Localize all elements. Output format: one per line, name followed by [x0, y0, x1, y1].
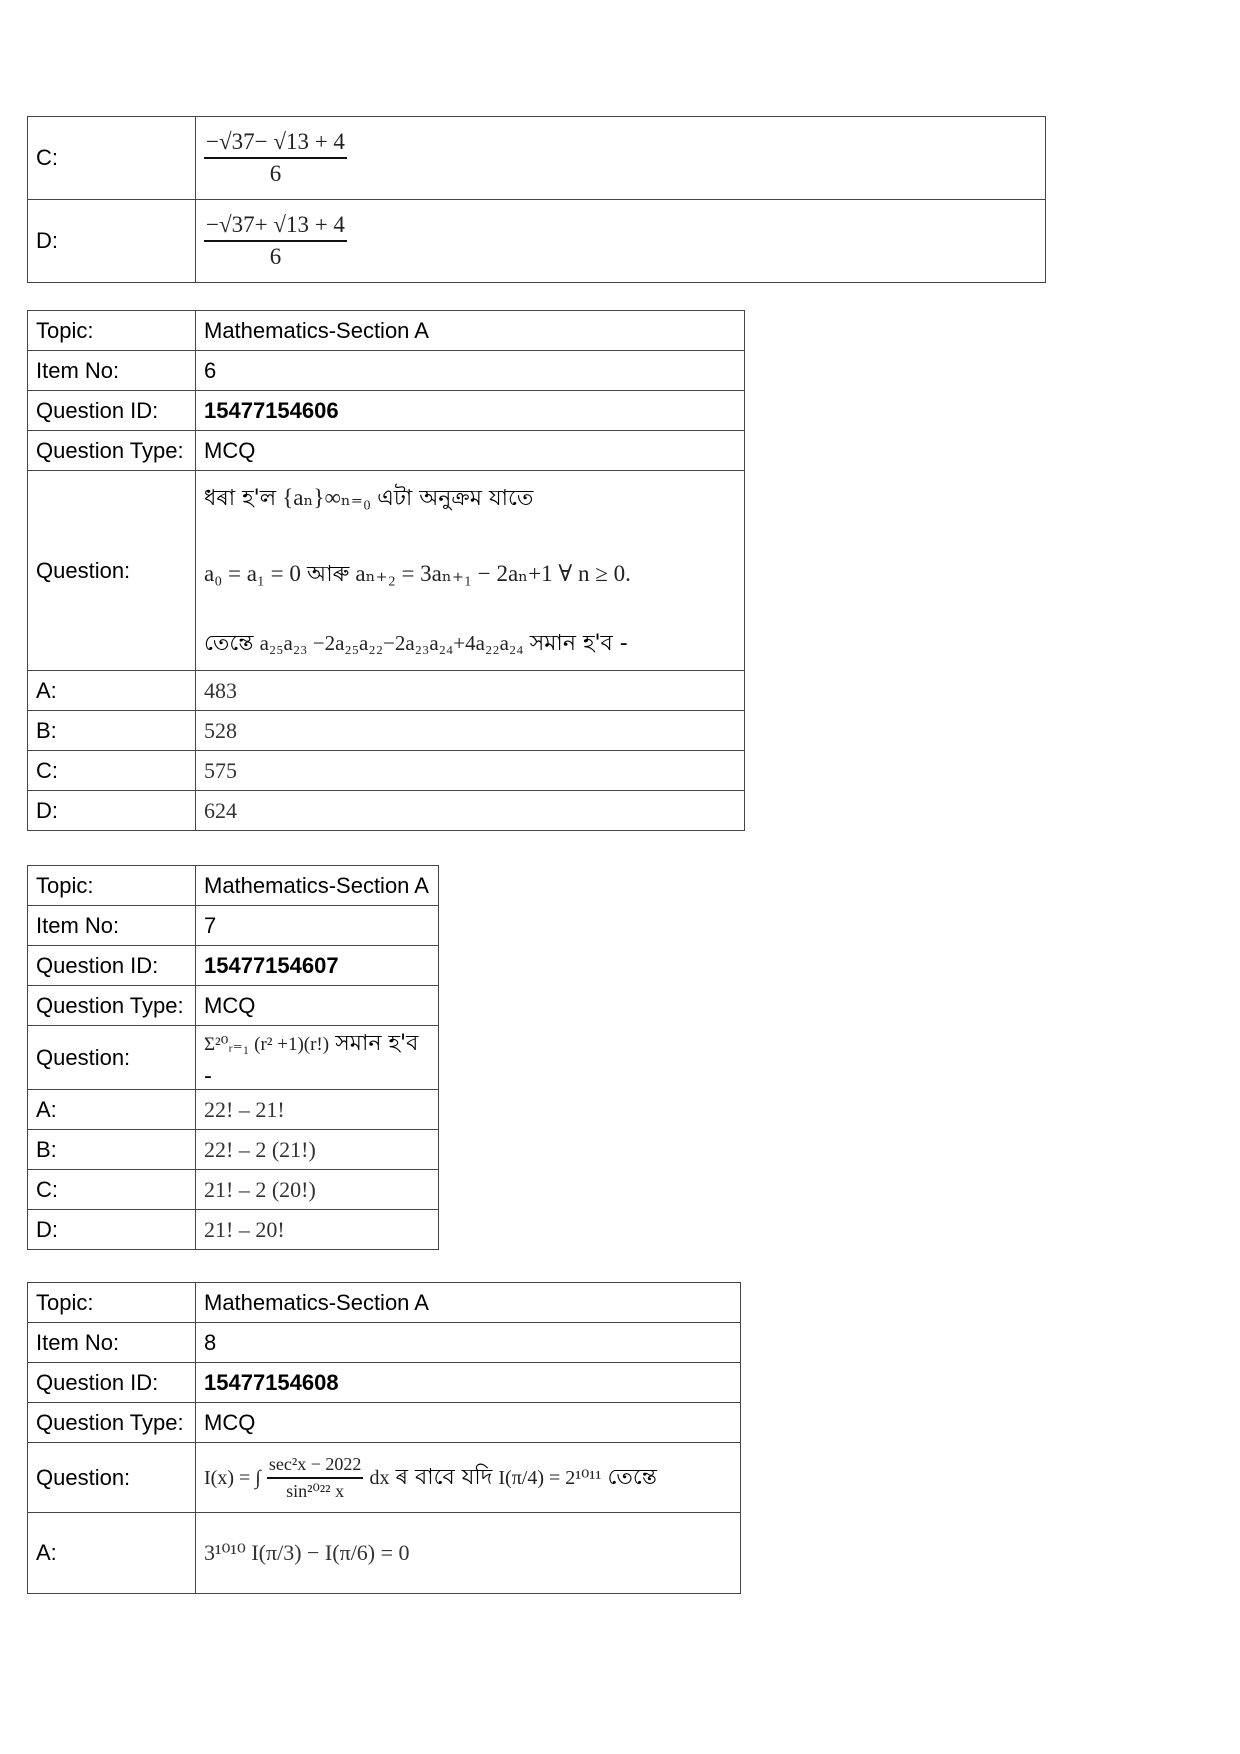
row-question [28, 1026, 439, 1090]
row-topic [28, 1283, 741, 1323]
option-value-b: 22! – 2 (21!) [196, 1130, 439, 1170]
row-item-no [28, 1323, 741, 1363]
question-line-3 [204, 629, 736, 658]
fraction [267, 1454, 364, 1502]
value-question [196, 1026, 439, 1090]
option-value-c: 21! – 2 (20!) [196, 1170, 439, 1210]
label-question-id: Question ID: [28, 1363, 196, 1403]
value-question-type: MCQ [196, 431, 745, 471]
label-item-no: Item No: [28, 351, 196, 391]
option-label-c: C: [28, 1170, 196, 1210]
option-row-d [28, 1210, 439, 1250]
label-question-id: Question ID: [28, 391, 196, 431]
question-table-8 [27, 1282, 741, 1594]
question-line-2 [204, 560, 736, 589]
label-question-id: Question ID: [28, 946, 196, 986]
option-row-c [28, 751, 745, 791]
row-question-type [28, 986, 439, 1026]
question-text: এটা অনুক্ৰম যাতে [377, 485, 534, 511]
row-question-id [28, 1363, 741, 1403]
value-question-id: 15477154606 [196, 391, 745, 431]
option-row-b [28, 1130, 439, 1170]
question-math: Σ²⁰ᵣ₌₁ (r² +1)(r!) [204, 1034, 330, 1055]
question-table-6 [27, 310, 745, 831]
value-topic: Mathematics-Section A [196, 1283, 741, 1323]
option-label-d: D: [28, 791, 196, 831]
fraction-denominator: sin²⁰²² x [286, 1480, 345, 1501]
option-row-c [28, 1170, 439, 1210]
row-question [28, 1443, 741, 1513]
question-text: সমান হ'ব - [204, 1031, 419, 1089]
question-text: আৰু [307, 562, 350, 588]
row-question [28, 471, 745, 671]
question-math: a₀ = a₁ = 0 [204, 561, 301, 587]
option-label-c: C: [28, 117, 196, 200]
option-label-a: A: [28, 1513, 196, 1594]
option-label-d: D: [28, 200, 196, 283]
value-item-no: 6 [196, 351, 745, 391]
label-question: Question: [28, 471, 196, 671]
option-row-a [28, 1090, 439, 1130]
option-label-a: A: [28, 1090, 196, 1130]
option-value-d: 21! – 20! [196, 1210, 439, 1250]
value-question-type: MCQ [196, 986, 439, 1026]
question-math: I(π/4) = 2¹⁰¹¹ [498, 1466, 602, 1489]
row-topic [28, 311, 745, 351]
fraction-numerator: −√37+ √13 + 4 [204, 212, 347, 242]
row-item-no [28, 351, 745, 391]
question-math: a₂₅a₂₃ −2a₂₅a₂₂−2a₂₃a₂₄+4a₂₂a₂₄ [259, 631, 524, 655]
question-math: dx [369, 1466, 390, 1489]
option-label-d: D: [28, 1210, 196, 1250]
value-question [196, 1443, 741, 1513]
row-topic [28, 866, 439, 906]
option-label-b: B: [28, 1130, 196, 1170]
option-value-d [196, 200, 1046, 283]
value-question-id: 15477154608 [196, 1363, 741, 1403]
fraction [204, 129, 347, 187]
question-line-1 [204, 484, 736, 513]
option-label-c: C: [28, 751, 196, 791]
option-label-b: B: [28, 711, 196, 751]
fraction-denominator: 6 [269, 161, 282, 186]
options-table-continued [27, 116, 1046, 283]
option-row-c [28, 117, 1046, 200]
value-question [196, 471, 745, 671]
label-question-type: Question Type: [28, 1403, 196, 1443]
question-text: ৰ বাবে যদি [395, 1464, 493, 1490]
row-question-id [28, 391, 745, 431]
row-question-type [28, 1403, 741, 1443]
label-question: Question: [28, 1026, 196, 1090]
option-value-d: 624 [196, 791, 745, 831]
fraction [204, 212, 347, 270]
label-topic: Topic: [28, 311, 196, 351]
option-value-c [196, 117, 1046, 200]
question-text: ধৰা হ'ল [204, 485, 277, 511]
option-value-c: 575 [196, 751, 745, 791]
row-question-id [28, 946, 439, 986]
question-math: {aₙ}∞ₙ₌₀ [282, 484, 371, 510]
option-row-b [28, 711, 745, 751]
fraction-numerator: sec²x − 2022 [267, 1454, 364, 1479]
question-math: aₙ₊₂ = 3aₙ₊₁ − 2aₙ+1 ∀ n ≥ 0. [355, 561, 631, 587]
question-text: তেন্তে [204, 631, 254, 656]
value-item-no: 8 [196, 1323, 741, 1363]
row-item-no [28, 906, 439, 946]
question-text: তেন্তে [607, 1464, 657, 1490]
option-value-b: 528 [196, 711, 745, 751]
question-table-7 [27, 865, 439, 1250]
option-row-a [28, 671, 745, 711]
row-question-type [28, 431, 745, 471]
option-row-d [28, 200, 1046, 283]
value-item-no: 7 [196, 906, 439, 946]
value-question-type: MCQ [196, 1403, 741, 1443]
value-question-id: 15477154607 [196, 946, 439, 986]
label-topic: Topic: [28, 1283, 196, 1323]
option-row-d [28, 791, 745, 831]
option-row-a [28, 1513, 741, 1594]
label-topic: Topic: [28, 866, 196, 906]
label-item-no: Item No: [28, 1323, 196, 1363]
value-topic: Mathematics-Section A [196, 866, 439, 906]
option-value-a: 3¹⁰¹⁰ I(π/3) − I(π/6) = 0 [196, 1513, 741, 1594]
question-math: I(x) = ∫ [204, 1466, 261, 1489]
label-item-no: Item No: [28, 906, 196, 946]
question-text: সমান হ'ব - [529, 631, 628, 656]
option-label-a: A: [28, 671, 196, 711]
option-value-a: 483 [196, 671, 745, 711]
label-question-type: Question Type: [28, 986, 196, 1026]
label-question: Question: [28, 1443, 196, 1513]
fraction-numerator: −√37− √13 + 4 [204, 129, 347, 159]
label-question-type: Question Type: [28, 431, 196, 471]
option-value-a: 22! – 21! [196, 1090, 439, 1130]
fraction-denominator: 6 [269, 244, 282, 269]
value-topic: Mathematics-Section A [196, 311, 745, 351]
